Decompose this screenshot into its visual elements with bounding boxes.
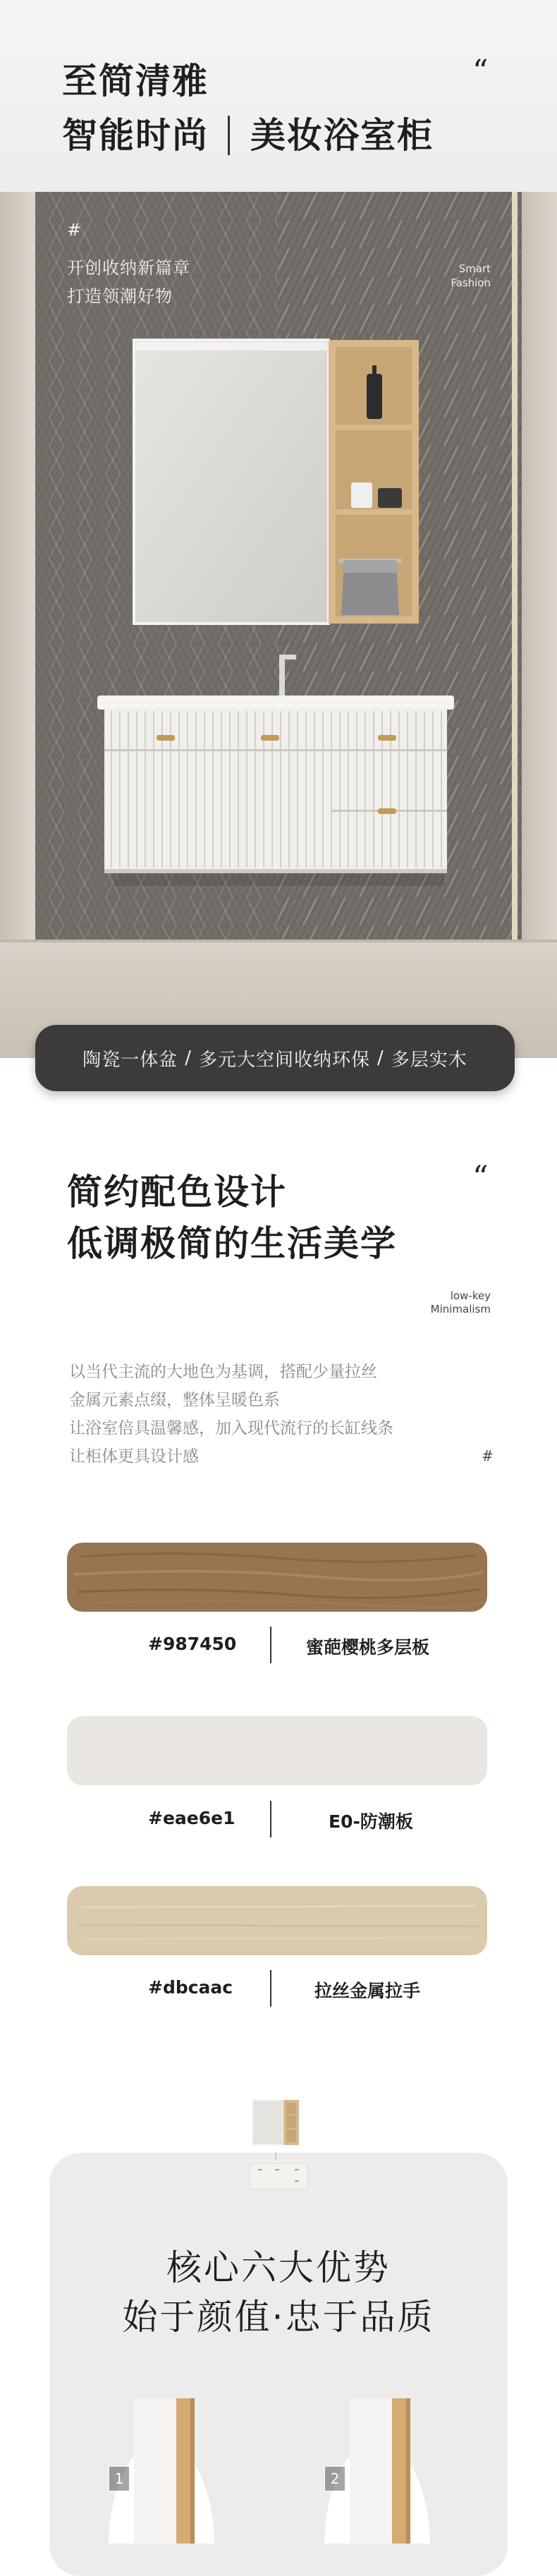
- color-desc-line1: 以当代主流的大地色为基调，搭配少量拉丝: [69, 1363, 377, 1381]
- feature-item-2: 多元大空间收纳环保: [198, 1049, 370, 1071]
- color-desc-line3: 让浴室倍具温馨感，加入现代流行的长缸线条: [69, 1419, 393, 1438]
- swatch-material-1: 蜜葩樱桃多层板: [306, 1637, 430, 1658]
- quote-mark-icon: “: [472, 1160, 489, 1196]
- feature-bar: [35, 1025, 515, 1091]
- color-en-line2: Minimalism: [430, 1303, 491, 1316]
- feature-item-1: 陶瓷一体盆: [82, 1049, 178, 1071]
- color-desc-line2: 金属元素点缀，整体呈暖色系: [69, 1391, 280, 1409]
- swatch-hex-2: #eae6e1: [148, 1808, 235, 1828]
- advantages-title-line1: 核心六大优势: [166, 2247, 391, 2288]
- hero-title-line1: 至简清雅: [62, 61, 209, 102]
- hero-title-line2-left: 智能时尚: [62, 115, 209, 156]
- hero-slogan-line1: 开创收纳新篇章: [67, 258, 190, 278]
- color-section-title-line1: 简约配色设计: [67, 1172, 287, 1213]
- color-desc-line4: 让柜体更具设计感: [69, 1447, 199, 1466]
- product-thumbnail: [248, 2098, 310, 2197]
- hero-title-line2-right: 美妆浴室柜: [250, 115, 434, 156]
- color-section-title-line2: 低调极简的生活美学: [67, 1223, 397, 1264]
- bathroom-scene-illustration: [0, 192, 557, 1058]
- advantage-number-2: 2: [324, 2466, 345, 2491]
- swatch-material-2: E0-防潮板: [329, 1811, 413, 1832]
- swatch-separator: [270, 1801, 271, 1837]
- hero-slogan-line2: 打造领潮好物: [67, 286, 173, 306]
- quote-mark-icon: “: [472, 54, 489, 90]
- title-divider: [228, 116, 230, 155]
- photo-hash-mark: #: [67, 220, 82, 240]
- swatch-hex-1: #987450: [148, 1634, 237, 1654]
- swatch-separator: [270, 1627, 271, 1663]
- swatch-brushed-metal: [67, 1886, 487, 1955]
- advantage-card-2: [324, 2398, 430, 2544]
- feature-separator-2: /: [377, 1047, 384, 1069]
- hero-en-line2: Fashion: [451, 277, 491, 289]
- feature-separator-1: /: [185, 1047, 192, 1069]
- swatch-cherry-wood: [67, 1543, 487, 1612]
- hero-header: [0, 0, 557, 192]
- hero-en-line1: Smart: [458, 262, 491, 275]
- hero-product-photo: [0, 192, 557, 1058]
- advantage-card-1: [109, 2398, 214, 2544]
- wood-grain-texture: [67, 1543, 487, 1612]
- swatch-material-3: 拉丝金属拉手: [314, 1981, 421, 2001]
- desc-hash-mark: #: [482, 1447, 494, 1464]
- color-en-line1: low-key: [450, 1289, 491, 1302]
- advantage-number-1: 1: [109, 2466, 130, 2491]
- swatch-separator: [270, 1970, 271, 2007]
- swatch-moisture-board: [67, 1716, 487, 1785]
- advantages-title-line2: 始于颜值·忠于品质: [122, 2297, 435, 2338]
- swatch-hex-3: #dbcaac: [148, 1977, 233, 1998]
- brushed-texture: [67, 1886, 487, 1955]
- mini-vanity-illustration: [248, 2098, 310, 2197]
- feature-item-3: 多层实木: [391, 1049, 467, 1071]
